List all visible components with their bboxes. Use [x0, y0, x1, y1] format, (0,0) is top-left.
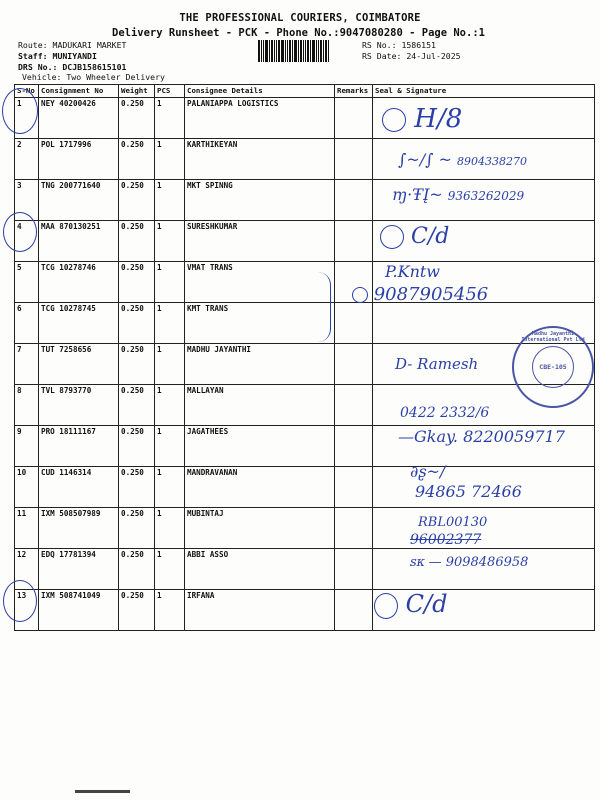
table-row — [15, 590, 595, 631]
phone-row11: 96002377 — [410, 532, 482, 548]
consignee-cell: VMAT TRANS — [185, 262, 335, 303]
consignee-cell: KARTHIKEYAN — [185, 139, 335, 180]
remarks-cell — [335, 590, 373, 631]
pcs-cell: 1 — [155, 262, 185, 303]
footer-scribble — [75, 790, 130, 793]
table-row — [15, 221, 595, 262]
table-row — [15, 98, 595, 139]
remarks-cell — [335, 426, 373, 467]
table-row — [15, 262, 595, 303]
signature-row11: RBL00130 — [418, 515, 488, 530]
sno-cell: 1 — [15, 98, 39, 139]
phone-row9: —Gkay. 8220059717 — [398, 427, 565, 446]
weight-cell: 0.250 — [119, 426, 155, 467]
consignee-cell: MANDRAVANAN — [185, 467, 335, 508]
consignee-cell: MALLAYAN — [185, 385, 335, 426]
table-row — [15, 508, 595, 549]
consignment-cell: PRO 18111167 — [39, 426, 119, 467]
remarks-cell — [335, 98, 373, 139]
barcode-bar — [312, 40, 315, 62]
barcode-bar — [300, 40, 302, 62]
remarks-cell — [335, 139, 373, 180]
consignment-cell: EDQ 17781394 — [39, 549, 119, 590]
barcode-bar — [274, 40, 275, 62]
pcs-cell: 1 — [155, 139, 185, 180]
remarks-cell — [335, 344, 373, 385]
runsheet-title: Delivery Runsheet - PCK - Phone No.:9047080280 - Page No.:1 — [112, 27, 485, 39]
weight-cell: 0.250 — [119, 262, 155, 303]
company-seal-stamp: Madhu Jayanthi International Pvt Ltd CBE-105 — [512, 326, 594, 408]
barcode-bar — [305, 40, 306, 62]
consignee-cell: MUBINTAJ — [185, 508, 335, 549]
sno-cell: 10 — [15, 467, 39, 508]
sno-cell: 13 — [15, 590, 39, 631]
sno-cell: 2 — [15, 139, 39, 180]
barcode-bar — [265, 40, 268, 62]
consignment-cell: TVL 8793770 — [39, 385, 119, 426]
barcode-bar — [316, 40, 317, 62]
barcode-bar — [298, 40, 299, 62]
col-signature: Seal & Signature — [373, 85, 595, 98]
circle-mark-row1 — [2, 88, 38, 134]
pcs-cell: 1 — [155, 590, 185, 631]
barcode-bar — [276, 40, 277, 62]
signature-row1: H/8 — [382, 104, 462, 134]
consignment-cell: TNG 200771640 — [39, 180, 119, 221]
pcs-cell: 1 — [155, 467, 185, 508]
consignment-cell: POL 1717996 — [39, 139, 119, 180]
weight-cell: 0.250 — [119, 508, 155, 549]
signature-row7: D- Ramesh — [395, 355, 479, 373]
consignment-cell: IXM 508507989 — [39, 508, 119, 549]
sno-cell: 7 — [15, 344, 39, 385]
col-remarks: Remarks — [335, 85, 373, 98]
pcs-cell: 1 — [155, 98, 185, 139]
staff-value: MUNIYANDI — [52, 51, 97, 61]
rs-no-line: RS No.: 1586151 — [362, 40, 436, 50]
barcode-bar — [287, 40, 288, 62]
barcode-bar — [269, 40, 270, 62]
barcode-bar — [281, 40, 284, 62]
pcs-cell: 1 — [155, 385, 185, 426]
rs-date-value: 24-Jul-2025 — [406, 51, 461, 61]
pcs-cell: 1 — [155, 344, 185, 385]
phone-row8: 0422 2332/6 — [400, 405, 490, 421]
consignee-cell: JAGATHEES — [185, 426, 335, 467]
sno-cell: 5 — [15, 262, 39, 303]
pcs-cell: 1 — [155, 221, 185, 262]
sno-cell: 12 — [15, 549, 39, 590]
phone-row5: 9087905456 — [352, 284, 488, 305]
table-header-row — [15, 85, 595, 98]
drs-value: DCJB158615101 — [62, 62, 127, 72]
barcode-bar — [320, 40, 322, 62]
remarks-cell — [335, 303, 373, 344]
circle-mark-row4 — [3, 212, 37, 252]
barcode-bar — [294, 40, 297, 62]
table-row — [15, 344, 595, 385]
col-weight: Weight — [119, 85, 155, 98]
sno-cell: 9 — [15, 426, 39, 467]
drs-line: DRS No.: DCJB158615101 — [18, 62, 127, 72]
remarks-cell — [335, 467, 373, 508]
col-sno: S-No — [15, 85, 39, 98]
circle-mark-row13 — [3, 580, 37, 622]
consignee-cell: MADHU JAYANTHI — [185, 344, 335, 385]
pcs-cell: 1 — [155, 549, 185, 590]
consignee-cell: PALANIAPPA LOGISTICS — [185, 98, 335, 139]
phone-row10: 94865 72466 — [415, 482, 522, 501]
pcs-cell: 1 — [155, 303, 185, 344]
staff-line: Staff: MUNIYANDI — [18, 51, 97, 61]
weight-cell: 0.250 — [119, 549, 155, 590]
weight-cell: 0.250 — [119, 303, 155, 344]
consignee-cell: MKT SPINNG — [185, 180, 335, 221]
consignee-cell: KMT TRANS — [185, 303, 335, 344]
sno-cell: 4 — [15, 221, 39, 262]
barcode-bar — [325, 40, 327, 62]
consignee-cell: ABBI ASSO — [185, 549, 335, 590]
col-consignee: Consignee Details — [185, 85, 335, 98]
consignee-cell: SURESHKUMAR — [185, 221, 335, 262]
barcode-bar — [271, 40, 273, 62]
sno-cell: 11 — [15, 508, 39, 549]
weight-cell: 0.250 — [119, 344, 155, 385]
weight-cell: 0.250 — [119, 385, 155, 426]
sno-cell: 6 — [15, 303, 39, 344]
consignment-cell: TCG 10278746 — [39, 262, 119, 303]
stamp-center-text: CBE-105 — [532, 346, 574, 388]
weight-cell: 0.250 — [119, 180, 155, 221]
weight-cell: 0.250 — [119, 467, 155, 508]
consignment-cell: CUD 1146314 — [39, 467, 119, 508]
sno-cell: 8 — [15, 385, 39, 426]
barcode-bar — [263, 40, 264, 62]
rs-date-line: RS Date: 24-Jul-2025 — [362, 51, 461, 61]
signature-row4: C/d — [380, 224, 449, 249]
barcode-bar — [328, 40, 329, 62]
pcs-cell: 1 — [155, 426, 185, 467]
barcode-bar — [261, 40, 262, 62]
remarks-cell — [335, 180, 373, 221]
phone-row12: ꜱᴋ — 9098486958 — [410, 555, 529, 570]
pcs-cell: 1 — [155, 508, 185, 549]
pcs-cell: 1 — [155, 180, 185, 221]
weight-cell: 0.250 — [119, 98, 155, 139]
barcode-bar — [323, 40, 324, 62]
weight-cell: 0.250 — [119, 139, 155, 180]
consignment-cell: NEY 40200426 — [39, 98, 119, 139]
barcode-bar — [258, 40, 260, 62]
barcode-bar — [310, 40, 311, 62]
signature-row10: ∂ʂ~/ — [410, 462, 446, 481]
signature-row3: ɱ·ŦĮ~ 9363262029 — [392, 185, 525, 204]
weight-cell: 0.250 — [119, 590, 155, 631]
barcode-bar — [292, 40, 293, 62]
col-consignment: Consignment No — [39, 85, 119, 98]
remarks-cell — [335, 549, 373, 590]
route-line: Route: MADUKARI MARKET — [18, 40, 127, 50]
col-pcs: PCS — [155, 85, 185, 98]
vehicle-value: Two Wheeler Delivery — [66, 72, 165, 82]
table-row — [15, 385, 595, 426]
route-value: MADUKARI MARKET — [52, 40, 127, 50]
consignment-cell: MAA 870130251 — [39, 221, 119, 262]
rs-no-value: 1586151 — [401, 40, 436, 50]
remarks-cell — [335, 221, 373, 262]
signature-row5: P.Kntw — [385, 262, 440, 281]
signature-row13: C/d — [374, 590, 447, 619]
sno-cell: 3 — [15, 180, 39, 221]
remarks-cell — [335, 508, 373, 549]
table-row — [15, 303, 595, 344]
signature-row2: ∫~/∫ ~ 8904338270 — [398, 150, 528, 169]
bracket-mark — [318, 272, 331, 342]
barcode-bar — [318, 40, 319, 62]
barcode-bar — [289, 40, 291, 62]
barcode-bar — [285, 40, 286, 62]
consignment-cell: IXM 508741049 — [39, 590, 119, 631]
barcode-bar — [307, 40, 309, 62]
weight-cell: 0.250 — [119, 221, 155, 262]
barcode-bar — [278, 40, 280, 62]
barcode-bar — [303, 40, 304, 62]
consignment-cell: TUT 7258656 — [39, 344, 119, 385]
consignee-cell: IRFANA — [185, 590, 335, 631]
barcode — [258, 40, 338, 62]
vehicle-line: Vehicle: Two Wheeler Delivery — [22, 72, 165, 82]
remarks-cell — [335, 385, 373, 426]
consignment-cell: TCG 10278745 — [39, 303, 119, 344]
company-title: THE PROFESSIONAL COURIERS, COIMBATORE — [179, 12, 421, 24]
